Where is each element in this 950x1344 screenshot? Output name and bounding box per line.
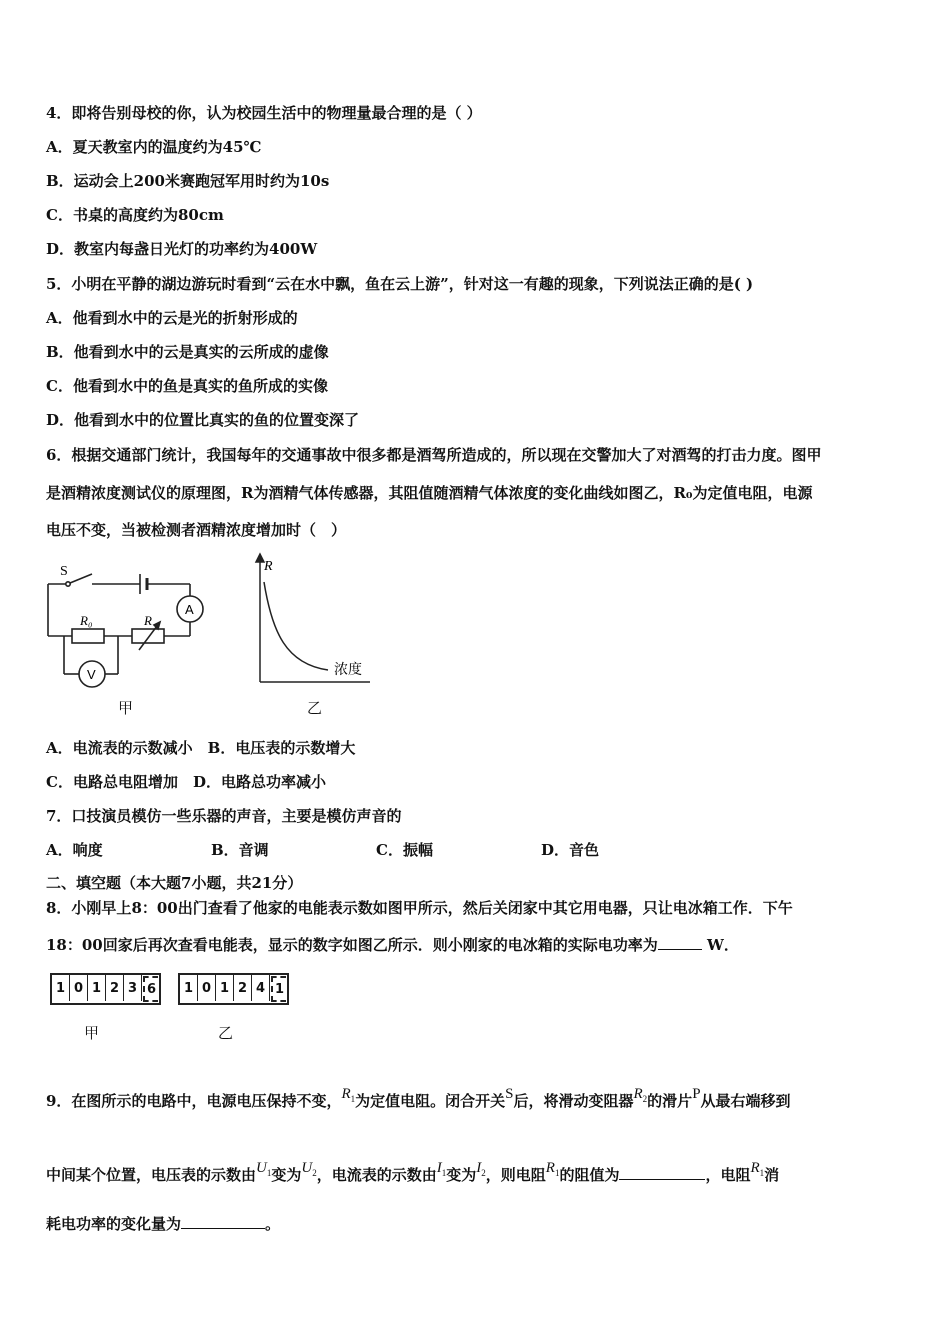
q5-stem: 5．小明在平静的湖边游玩时看到“云在水中飘，鱼在云上游”，针对这一有趣的现象，下列说法正确的是( ) (46, 275, 754, 293)
q9-text: 的阻值为 (559, 1166, 620, 1184)
q8-stem-line1: 8．小刚早上8：00出门查看了他家的电能表示数如图甲所示，然后关闭家中其它用电器，只让电冰箱工作．下午 (46, 899, 793, 917)
q6-stem-line2: 是酒精浓度测试仪的原理图，R为酒精气体传感器，其阻值随酒精气体浓度的变化曲线如图乙，R₀为定值电阻，电源 (46, 484, 813, 502)
q9-text: 中间某个位置，电压表的示数由 (46, 1166, 257, 1184)
q5-option-b: B．他看到水中的云是真实的云所成的虚像 (46, 343, 329, 361)
symbol-letter: U (301, 1160, 313, 1176)
q9-text: 变为 (271, 1166, 302, 1184)
q9-text: 消 (764, 1166, 780, 1184)
symbol-letter: U (256, 1160, 267, 1176)
q8-stem-text: 18：00回家后再次查看电能表，显示的数字如图乙所示．则小刚家的电冰箱的实际电功率为 (46, 936, 658, 954)
meter-yi-caption: 乙 (218, 1024, 234, 1042)
q9-text: 。 (265, 1215, 281, 1233)
q9-line1 (46, 1086, 791, 1112)
fig-jia-caption: 甲 (118, 699, 134, 717)
symbol-subscript: 2 (481, 1168, 486, 1178)
u2-symbol (301, 1160, 316, 1176)
meter-jia-digit: 0 (70, 975, 88, 1001)
q7-option-b: B．音调 (211, 841, 269, 859)
circuit-diagram (44, 562, 214, 694)
symbol-subscript: 2 (642, 1094, 648, 1104)
q8-unit: W． (707, 936, 739, 954)
switch-lever (70, 574, 92, 583)
symbol-letter: R (545, 1160, 555, 1176)
q9-text: 的滑片 (647, 1092, 693, 1110)
meter-jia-digit: 1 (52, 975, 70, 1001)
meter-yi-decimal-digit: 1 (271, 976, 286, 1002)
meter-yi-digit: 4 (252, 975, 270, 1001)
sensor-r (132, 629, 164, 643)
q5-option-a: A．他看到水中的云是光的折射形成的 (46, 309, 298, 327)
q5-option-d: D．他看到水中的位置比真实的鱼的位置变深了 (46, 411, 360, 429)
section-2-title: 二、填空题（本大题7小题，共21分） (46, 874, 303, 892)
graph-y-label: R (264, 559, 273, 574)
r1-symbol (341, 1086, 355, 1102)
symbol-letter: R (341, 1086, 351, 1102)
q7-option-c: C．振幅 (376, 841, 433, 859)
symbol-letter: I (476, 1160, 482, 1176)
q7-option-d: D．音色 (541, 841, 600, 859)
meter-jia-caption: 甲 (84, 1024, 100, 1042)
r2-symbol (634, 1086, 648, 1102)
i1-symbol (437, 1160, 447, 1176)
q7-option-a: A．响度 (46, 841, 103, 859)
meter-yi-digit: 1 (216, 975, 234, 1001)
meter-jia-digit: 3 (124, 975, 142, 1001)
q6-stem-line1: 6．根据交通部门统计，我国每年的交通事故中很多都是酒驾所造成的，所以现在交警加大了对酒驾的打击力度。图甲 (46, 446, 822, 464)
symbol-subscript: 1 (554, 1168, 560, 1178)
q9-text: 耗电功率的变化量为 (46, 1215, 182, 1233)
r-label: R (144, 613, 152, 628)
q9-resistance-blank[interactable] (619, 1179, 705, 1180)
q9-text: 从最右端移到 (700, 1092, 791, 1110)
ammeter-label: A (185, 602, 194, 617)
symbol-letter: R (633, 1086, 643, 1102)
q9-line2 (46, 1160, 780, 1186)
q8-answer-blank[interactable] (658, 949, 702, 950)
fig-yi-caption: 乙 (307, 699, 323, 717)
q9-text: 后，将滑动变阻器 (513, 1092, 634, 1110)
q5-option-c: C．他看到水中的鱼是真实的鱼所成的实像 (46, 377, 328, 395)
meter-yi-digit: 0 (198, 975, 216, 1001)
q7-stem: 7．口技演员模仿一些乐器的声音，主要是模仿声音的 (46, 807, 402, 825)
q9-text: 变为 (446, 1166, 477, 1184)
symbol-subscript: 2 (312, 1168, 317, 1178)
symbol-letter: R (750, 1160, 760, 1176)
q6-option-a: A．电流表的示数减小 (46, 739, 193, 757)
q4-option-c: C．书桌的高度约为80cm (46, 206, 224, 224)
q6-option-c: C．电路总电阻增加 (46, 773, 178, 791)
q6-options-row1 (46, 737, 355, 758)
r-curve (264, 582, 328, 670)
q9-line3 (46, 1213, 280, 1234)
q6-options-row2 (46, 771, 326, 792)
q9-text: 为定值电阻。闭合开关 (355, 1092, 506, 1110)
symbol-subscript: 1 (759, 1168, 765, 1178)
symbol-subscript: 1 (266, 1168, 272, 1178)
resistor-r0 (72, 629, 104, 643)
r1-symbol (750, 1160, 764, 1176)
meter-yi-digit: 1 (180, 975, 198, 1001)
symbol-letter: I (436, 1160, 442, 1176)
q6-option-d: D．电路总功率减小 (192, 773, 326, 791)
r1-symbol (546, 1160, 560, 1176)
q6-stem-line3: 电压不变，当被检测者酒精浓度增加时（ ） (46, 521, 347, 539)
s-symbol: S (505, 1086, 514, 1102)
switch-label: S (60, 564, 68, 579)
symbol-subscript: 1 (350, 1094, 356, 1104)
meter-jia-digit: 1 (88, 975, 106, 1001)
q4-option-b: B．运动会上200米赛跑冠军用时约为10s (46, 172, 330, 190)
meter-jia-digit: 2 (106, 975, 124, 1001)
meter-jia (50, 973, 161, 1005)
q4-option-a: A．夏天教室内的温度约为45℃ (46, 138, 262, 156)
q4-stem: 4．即将告别母校的你，认为校园生活中的物理量最合理的是（ ） (46, 104, 482, 122)
graph-x-label: 浓度 (334, 662, 362, 678)
q8-stem-line2 (46, 934, 739, 955)
resistance-concentration-graph (250, 552, 380, 692)
meter-yi-digit: 2 (234, 975, 252, 1001)
i2-symbol (476, 1160, 486, 1176)
p-symbol: P (692, 1086, 701, 1102)
r0-label: R₀ (80, 613, 93, 628)
q9-text: ，电阻 (705, 1166, 751, 1184)
q9-power-change-blank[interactable] (181, 1228, 265, 1229)
meter-yi (178, 973, 289, 1005)
q6-option-b: B．电压表的示数增大 (207, 739, 356, 757)
meter-jia-decimal-digit: 6 (143, 976, 158, 1002)
voltmeter-label: V (87, 667, 96, 682)
u1-symbol (256, 1160, 271, 1176)
q9-text: 9．在图所示的电路中，电源电压保持不变， (46, 1092, 342, 1110)
q4-option-d: D．教室内每盏日光灯的功率约为400W (46, 240, 318, 258)
symbol-subscript: 1 (441, 1168, 447, 1178)
q9-text: ，则电阻 (485, 1166, 546, 1184)
q9-text: ，电流表的示数由 (316, 1166, 437, 1184)
